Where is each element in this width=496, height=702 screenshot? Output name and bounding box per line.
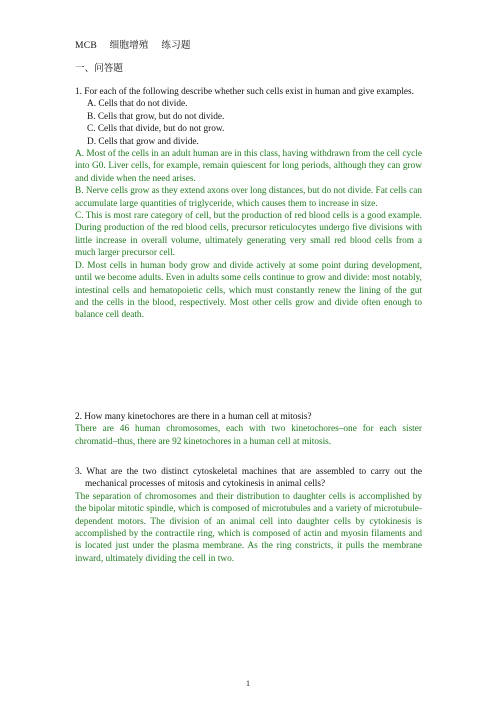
document-kind: 练习题 [161, 40, 191, 51]
answer-1-d: D. Most cells in human body grow and divide actively at some point during development, until we become adults. Even in adults some cells continue to grow and divide: most notably, intestinal cells and hematopoietic cells, which must constantly renew the lining of the gut and the cells in the blood, respectively. Most other cells grow and divide often enough to balance cell death. [75, 260, 422, 321]
answer-1-c: C. This is most rare category of cell, but the production of red blood cells is a good example. During production of the red blood cells, precursor reticulocytes undergo five divisions with little increase in overall volume, ultimately generating very small red blood cells from a much larger precursor cell. [75, 211, 422, 259]
option-c: C. Cells that divide, but do not grow. [87, 124, 225, 135]
question-3 [75, 466, 422, 565]
answer-1 [75, 148, 422, 322]
chapter-title: 细胞增殖 [109, 40, 149, 51]
answer-3: The separation of chromosomes and their distribution to daughter cells is accomplished by the bipolar mitotic spindle, which is composed of microtubules and a variety of microtubule-dependent motors. The division of an animal cell into daughter cells by cytokinesis is accomplished by the contractile ring, which is composed of actin and myosin filaments and is located just under the plasma membrane. As the ring constricts, it pulls the membrane inward, ultimately dividing the cell in two. [75, 491, 422, 564]
option-b: B. Cells that grow, but do not divide. [87, 111, 225, 122]
question-2-text: 2. How many kinetochores are there in a human cell at mitosis? [75, 412, 312, 422]
page-number: 1 [246, 679, 250, 688]
option-d: D. Cells that grow and divide. [87, 136, 199, 147]
course-code: MCB [75, 40, 97, 51]
section-title: 一、问答题 [75, 63, 123, 74]
question-2 [75, 411, 422, 448]
answer-1-a: A. Most of the cells in an adult human are in this class, having withdrawn from the cell cycle into G0. Liver cells, for example, remain quiescent for long periods, although they can grow and divide when the need arises. [75, 149, 422, 184]
question-3-text: 3. What are the two distinct cytoskeletal machines that are assembled to carry out the mechanical processes of mitosis and cytokinesis in animal cells? [75, 467, 422, 490]
question-1 [75, 86, 422, 322]
answer-2: There are 46 human chromosomes, each with two kinetochores–one for each sister chromatid–thus, there are 92 kinetochores in a human cell at mitosis. [75, 424, 422, 447]
option-a: A. Cells that do not divide. [87, 99, 188, 110]
answer-1-b: B. Nerve cells grow as they extend axons over long distances, but do not divide. Fat cells can accumulate large quantities of triglyceride, which causes them to increase in size. [75, 186, 422, 209]
question-1-text: 1. For each of the following describe whether such cells exist in human and give examples. [75, 87, 414, 97]
page-header [75, 37, 201, 51]
